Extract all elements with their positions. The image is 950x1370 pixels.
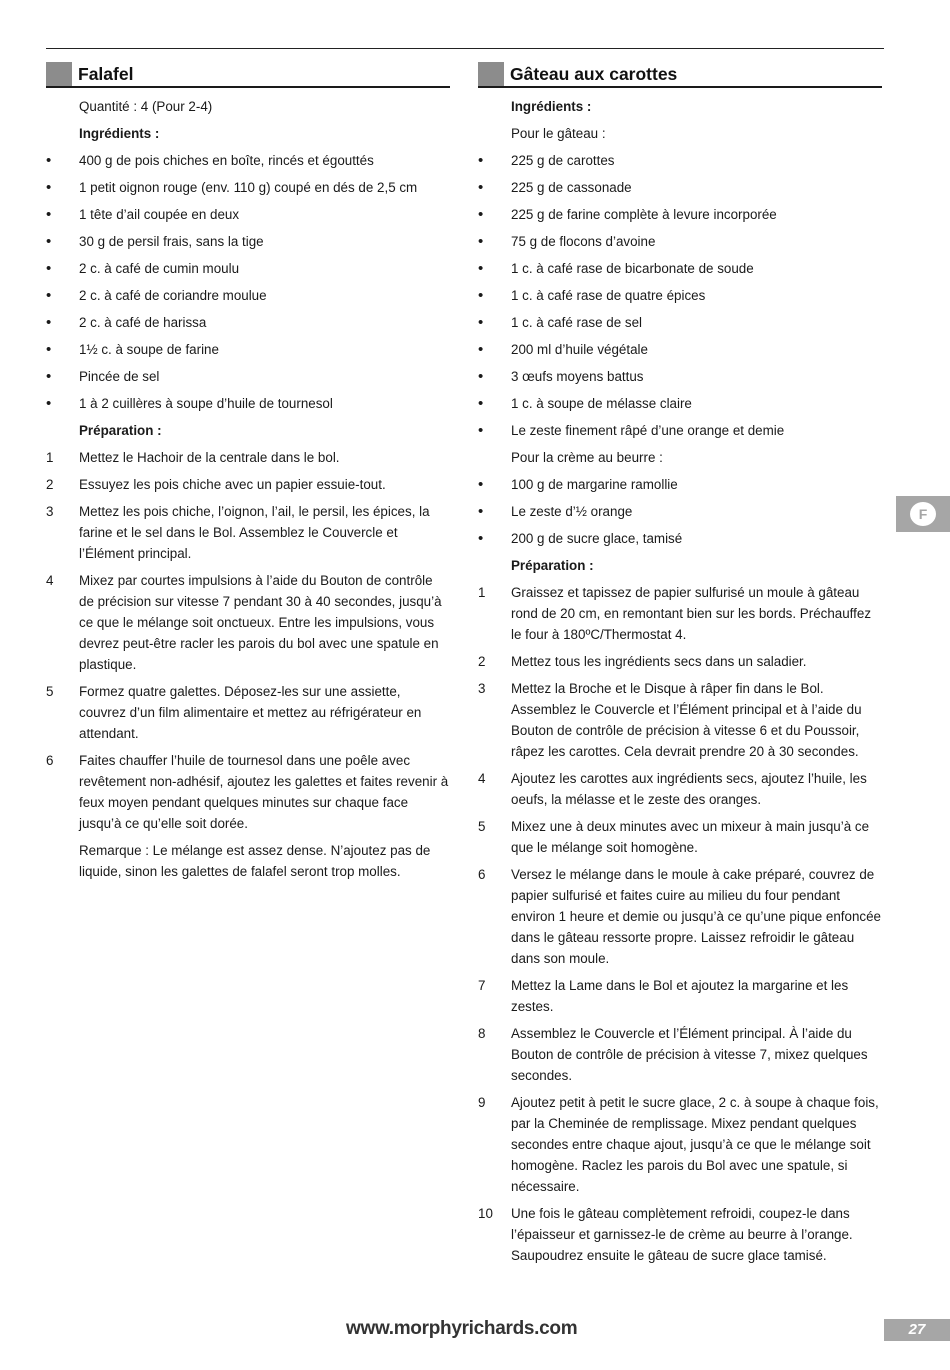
bullet: • — [46, 260, 52, 277]
ingredient-item: • Le zeste d’½ orange — [478, 503, 633, 520]
bullet: • — [46, 233, 52, 250]
step-number: 10 — [478, 1206, 493, 1221]
ingredient-item: • 225 g de carottes — [478, 152, 615, 169]
ingredient-item: • 1½ c. à soupe de farine — [46, 341, 219, 358]
section-swatch — [478, 62, 504, 86]
falafel-content — [46, 96, 450, 882]
bullet: • — [46, 152, 52, 169]
step-item: 5 Formez quatre galettes. Déposez-les sur une assiette, couvrez d’un film alimentaire et mettez au réfrigérateur en attendant. — [46, 681, 450, 744]
bullet: • — [478, 260, 484, 277]
step-item: 9 Ajoutez petit à petit le sucre glace, 2 c. à soupe à chaque fois, par la Cheminée de remplissage. Mixez pendant quelques secondes entre chaque ajout, jusqu’à ce que le mélange soit homogène. Raclez les parois du Bol avec une spatule, si nécessaire. — [478, 1092, 882, 1197]
falafel-preparation-heading: Préparation : — [79, 423, 162, 438]
step-number: 6 — [46, 753, 54, 768]
ingredient-item: • 225 g de farine complète à levure incorporée — [478, 206, 777, 223]
gateau-content — [478, 96, 882, 1266]
ingredient-item: • 1 c. à café rase de quatre épices — [478, 287, 706, 304]
ingredient-item: • 1 c. à soupe de mélasse claire — [478, 395, 692, 412]
bullet: • — [478, 152, 484, 169]
ingredient-item: • 3 œufs moyens battus — [478, 368, 644, 385]
ingredient-item: • 100 g de margarine ramollie — [478, 476, 678, 493]
step-item: 1 Mettez le Hachoir de la centrale dans le bol. — [46, 447, 450, 468]
bullet: • — [478, 530, 484, 547]
top-rule — [46, 48, 884, 49]
step-number: 6 — [478, 867, 486, 882]
page-number: 27 — [884, 1319, 950, 1341]
step-number: 5 — [478, 819, 486, 834]
step-number: 3 — [478, 681, 486, 696]
bullet: • — [478, 287, 484, 304]
bullet: • — [46, 179, 52, 196]
step-number: 1 — [46, 450, 54, 465]
falafel-title: Falafel — [78, 64, 134, 84]
ingredient-item: • 30 g de persil frais, sans la tige — [46, 233, 264, 250]
step-item: 6 Versez le mélange dans le moule à cake préparé, couvrez de papier sulfurisé et faites cuire au milieu du four pendant environ 1 heure et demie ou jusqu’à ce qu’une pique enfoncée dans le gâteau ressorte propre. Laissez refroidir le gâteau dans son moule. — [478, 864, 882, 969]
ingredient-item: • 2 c. à café de coriandre moulue — [46, 287, 267, 304]
step-item: 3 Mettez les pois chiche, l’oignon, l’ail, le persil, les épices, la farine et le sel dans le Bol. Assemblez le Couvercle et l’Élément principal. — [46, 501, 450, 564]
bullet: • — [478, 503, 484, 520]
step-number: 3 — [46, 504, 54, 519]
step-number: 2 — [478, 654, 486, 669]
step-item: 5 Mixez une à deux minutes avec un mixeur à main jusqu’à ce que le mélange soit homogène. — [478, 816, 882, 858]
gateau-section — [478, 62, 882, 1272]
ingredient-item: • 2 c. à café de cumin moulu — [46, 260, 240, 277]
step-item: 4 Ajoutez les carottes aux ingrédients secs, ajoutez l’huile, les oeufs, la mélasse et le zeste des oranges. — [478, 768, 882, 810]
step-item: 7 Mettez la Lame dans le Bol et ajoutez la margarine et les zestes. — [478, 975, 882, 1017]
step-number: 8 — [478, 1026, 486, 1041]
gateau-preparation-heading: Préparation : — [511, 558, 594, 573]
falafel-note: Remarque : Le mélange est assez dense. N’ajoutez pas de liquide, sinon les galettes de falafel seront trop molles. — [79, 843, 431, 879]
bullet: • — [478, 368, 484, 385]
ingredient-item: • Pincée de sel — [46, 368, 160, 385]
falafel-header — [46, 62, 450, 88]
step-item: 8 Assemblez le Couvercle et l’Élément principal. À l’aide du Bouton de contrôle de précision à vitesse 7, mixez quelques secondes. — [478, 1023, 882, 1086]
bullet: • — [46, 287, 52, 304]
language-tab — [896, 496, 950, 532]
bullet: • — [46, 206, 52, 223]
bullet: • — [46, 314, 52, 331]
ingredient-item: • 2 c. à café de harissa — [46, 314, 207, 331]
bullet: • — [478, 341, 484, 358]
bullet: • — [478, 395, 484, 412]
step-item: 2 Essuyez les pois chiche avec un papier essuie-tout. — [46, 474, 450, 495]
gateau-header — [478, 62, 882, 88]
gateau-cake-subheading: Pour le gâteau : — [511, 126, 606, 141]
ingredient-item: • 1 tête d’ail coupée en deux — [46, 206, 240, 223]
step-number: 5 — [46, 684, 54, 699]
ingredient-item: • 1 à 2 cuillères à soupe d’huile de tournesol — [46, 395, 333, 412]
falafel-quantity: Quantité : 4 (Pour 2-4) — [79, 99, 213, 114]
step-number: 1 — [478, 585, 486, 600]
step-item: 10 Une fois le gâteau complètement refroidi, coupez-le dans l’épaisseur et garnissez-le de crème au beurre à l’orange. Saupoudrez ensuite le gâteau de sucre glace tamisé. — [478, 1203, 882, 1266]
ingredient-item: • 75 g de flocons d’avoine — [478, 233, 656, 250]
step-number: 4 — [46, 573, 54, 588]
step-item: 6 Faites chauffer l’huile de tournesol dans une poêle avec revêtement non-adhésif, ajoutez les galettes et faites revenir à feux moyen pendant quelques minutes sur chaque face jusqu’à ce qu’elle soit dorée. — [46, 750, 450, 834]
step-item: 1 Graissez et tapissez de papier sulfurisé un moule à gâteau rond de 20 cm, en remontant bien sur les bords. Préchauffez le four à 180ºC/Thermostat 4. — [478, 582, 882, 645]
ingredient-item: • 225 g de cassonade — [478, 179, 632, 196]
step-item: 2 Mettez tous les ingrédients secs dans un saladier. — [478, 651, 882, 672]
step-number: 7 — [478, 978, 486, 993]
falafel-section — [46, 62, 450, 888]
bullet: • — [478, 206, 484, 223]
step-number: 2 — [46, 477, 54, 492]
bullet: • — [46, 341, 52, 358]
footer-url: www.morphyrichards.com — [346, 1318, 578, 1339]
ingredient-item: • 1 petit oignon rouge (env. 110 g) coupé en dés de 2,5 cm — [46, 179, 418, 196]
bullet: • — [478, 422, 484, 439]
bullet: • — [46, 368, 52, 385]
ingredient-item: • 400 g de pois chiches en boîte, rincés et égouttés — [46, 152, 374, 169]
step-item: 3 Mettez la Broche et le Disque à râper fin dans le Bol. Assemblez le Couvercle et l’Élément principal et à l’aide du Bouton de contrôle de précision à vitesse 6 et du Poussoir, râpez les carottes. Cela devrait prendre 20 à 30 secondes. — [478, 678, 882, 762]
bullet: • — [478, 179, 484, 196]
step-number: 4 — [478, 771, 486, 786]
gateau-title: Gâteau aux carottes — [510, 64, 678, 84]
ingredient-item: • 1 c. à café rase de bicarbonate de soude — [478, 260, 754, 277]
gateau-cream-subheading: Pour la crème au beurre : — [511, 450, 663, 465]
bullet: • — [478, 476, 484, 493]
falafel-ingredients-heading: Ingrédients : — [79, 126, 160, 141]
gateau-ingredients-heading: Ingrédients : — [511, 99, 592, 114]
ingredient-item: • Le zeste finement râpé d’une orange et demie — [478, 422, 785, 439]
ingredient-item: • 200 ml d’huile végétale — [478, 341, 648, 358]
section-swatch — [46, 62, 72, 86]
bullet: • — [46, 395, 52, 412]
ingredient-item: • 200 g de sucre glace, tamisé — [478, 530, 683, 547]
step-item: 4 Mixez par courtes impulsions à l’aide du Bouton de contrôle de précision sur vitesse 7 pendant 30 à 40 secondes, jusqu’à ce que le mélange soit onctueux. Entre les impulsions, vous devrez peut-être racler les parois du bol avec une spatule en plastique. — [46, 570, 450, 675]
step-number: 9 — [478, 1095, 486, 1110]
ingredient-item: • 1 c. à café rase de sel — [478, 314, 643, 331]
bullet: • — [478, 233, 484, 250]
language-tab-label: F — [910, 502, 936, 526]
bullet: • — [478, 314, 484, 331]
